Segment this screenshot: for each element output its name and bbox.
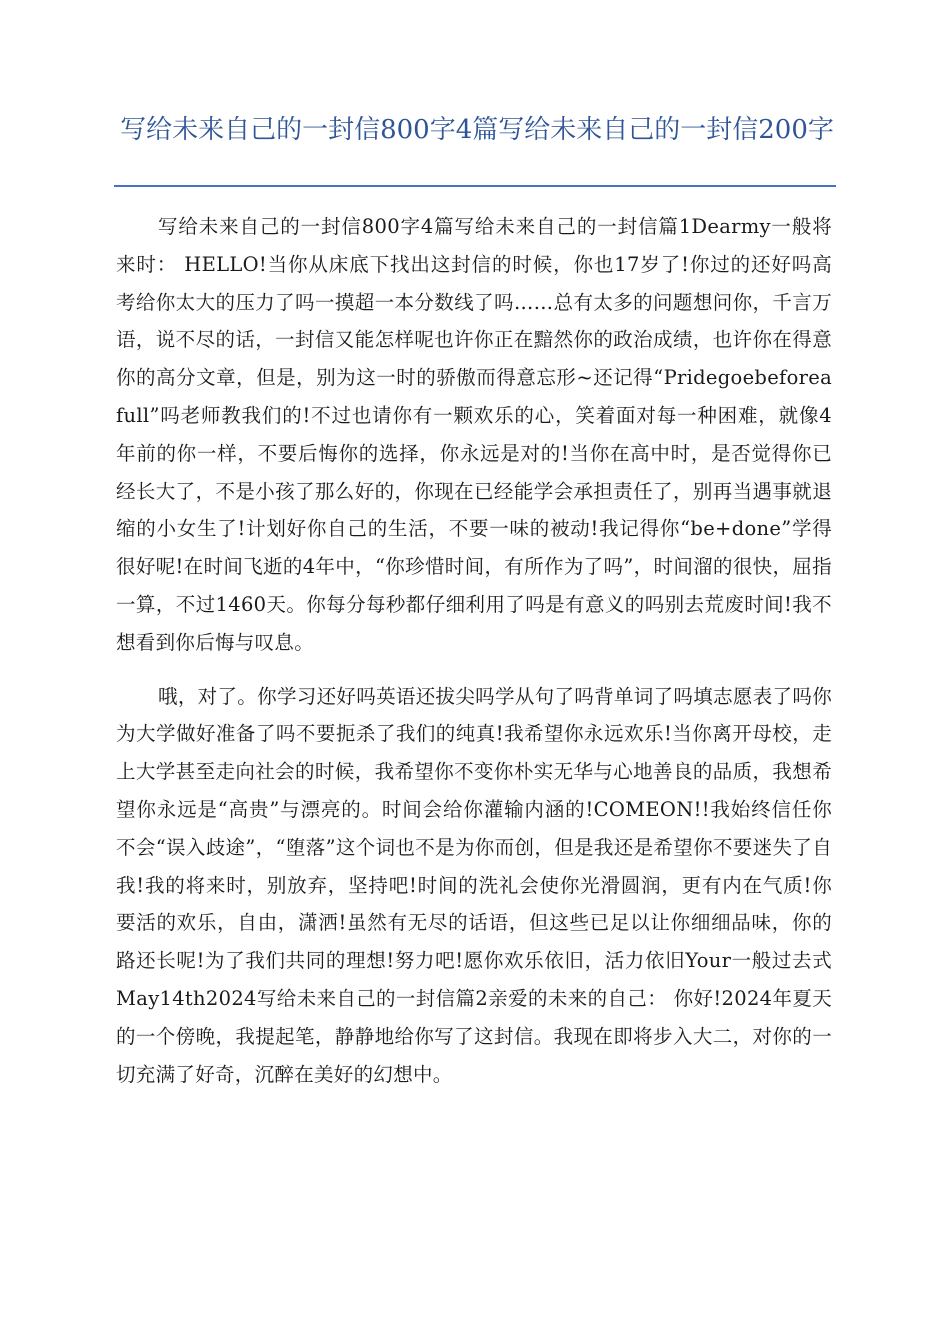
document-body	[116, 208, 832, 1109]
title-underline	[114, 185, 836, 187]
document-title: 写给未来自己的一封信800字4篇写给未来自己的一封信200字	[120, 115, 834, 145]
paragraph-2: 哦，对了。你学习还好吗英语还拔尖吗学从句了吗背单词了吗填志愿表了吗你为大学做好准备了吗不要扼杀了我们的纯真!我希望你永远欢乐!当你离开母校，走上大学甚至走向社会的时候，我希望你不变你朴实无华与心地善良的品质，我想希望你永远是“高贵”与漂亮的。时间会给你灌输内涵的!COMEON!!我始终信任你不会“误入歧途”，“堕落”这个词也不是为你而创，但是我还是希望你不要迷失了自我!我的将来时，别放弃，坚持吧!时间的洗礼会使你光滑圆润，更有内在气质!你要活的欢乐，自由，潇洒!虽然有无尽的话语，但这些已足以让你细细品味，你的路还长呢!为了我们共同的理想!努力吧!愿你欢乐依旧，活力依旧Your一般过去式May14th2024写给未来自己的一封信篇2亲爱的未来的自己： 你好!2024年夏天的一个傍晚，我提起笔，静静地给你写了这封信。我现在即将步入大二，对你的一切充满了好奇，沉醉在美好的幻想中。	[116, 684, 832, 1086]
paragraph-1: 写给未来自己的一封信800字4篇写给未来自己的一封信篇1Dearmy一般将来时： HELLO!当你从床底下找出这封信的时候，你也17岁了!你过的还好吗高考给你太大的压力了吗一摸超一本分数线了吗……总有太多的问题想问你，千言万语，说不尽的话，一封信又能怎样呢也许你正在黯然你的政治成绩，也许你在得意你的高分文章，但是，别为这一时的骄傲而得意忘形~还记得“Pridegoebeforeafull”吗老师教我们的!不过也请你有一颗欢乐的心，笑着面对每一种困难，就像4年前的你一样，不要后悔你的选择，你永远是对的!当你在高中时，是否觉得你已经长大了，不是小孩了那么好的，你现在已经能学会承担责任了，别再当遇事就退缩的小女生了!计划好你自己的生活，不要一味的被动!我记得你“be+done”学得很好呢!在时间飞逝的4年中，“你珍惜时间，有所作为了吗”，时间溜的很快，屈指一算，不过1460天。你每分每秒都仔细利用了吗是有意义的吗别去荒废时间!我不想看到你后悔与叹息。	[116, 215, 832, 654]
